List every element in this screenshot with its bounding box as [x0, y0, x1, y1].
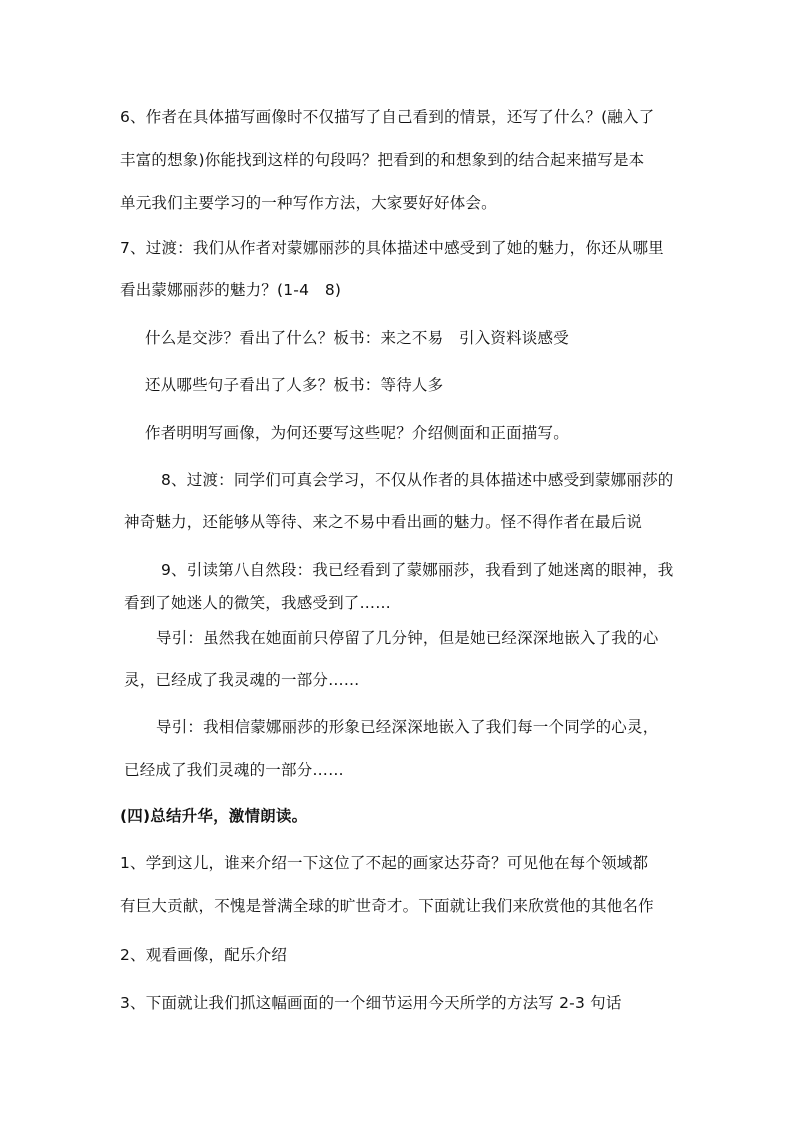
paragraph-7-line-2: 看出蒙娜丽莎的魅力？(1-4 8) — [120, 281, 342, 299]
guide-1-line-1: 导引：虽然我在她面前只停留了几分钟，但是她已经深深地嵌入了我的心 — [156, 629, 659, 647]
item-1-line-1: 1、学到这儿，谁来介绍一下这位了不起的画家达芬奇？可见他在每个领域都 — [120, 854, 649, 872]
section-heading: (四)总结升华，激情朗读。 — [120, 807, 308, 825]
paragraph-6-line-3: 单元我们主要学习的一种写作方法，大家要好好体会。 — [120, 194, 497, 212]
item-3: 3、下面就让我们抓这幅画面的一个细节运用今天所学的方法写 2-3 句话 — [120, 994, 622, 1012]
paragraph-9-line-2: 看到了她迷人的微笑，我感受到了…… — [124, 594, 391, 612]
guide-2-line-2: 已经成了我们灵魂的一部分…… — [124, 761, 344, 779]
item-2: 2、观看画像，配乐介绍 — [120, 946, 288, 964]
blackboard-note-1: 什么是交涉？看出了什么？板书：来之不易 引入资料谈感受 — [145, 329, 569, 347]
paragraph-6-line-1: 6、作者在具体描写画像时不仅描写了自己看到的情景，还写了什么？(融入了 — [120, 108, 655, 126]
paragraph-8-line-2: 神奇魅力，还能够从等待、来之不易中看出画的魅力。怪不得作者在最后说 — [124, 513, 643, 531]
paragraph-6-line-2: 丰富的想象)你能找到这样的句段吗？把看到的和想象到的结合起来描写是本 — [120, 151, 645, 169]
item-1-line-2: 有巨大贡献，不愧是誉满全球的旷世奇才。下面就让我们来欣赏他的其他名作 — [120, 897, 654, 915]
paragraph-9-line-1: 9、引读第八自然段：我已经看到了蒙娜丽莎，我看到了她迷离的眼神，我 — [161, 561, 674, 579]
guide-1-line-2: 灵，已经成了我灵魂的一部分…… — [124, 671, 360, 689]
paragraph-8-line-1: 8、过渡：同学们可真会学习，不仅从作者的具体描述中感受到蒙娜丽莎的 — [161, 471, 674, 489]
description-note: 作者明明写画像，为何还要写这些呢？介绍侧面和正面描写。 — [145, 424, 569, 442]
blackboard-note-2: 还从哪些句子看出了人多？板书：等待人多 — [145, 376, 444, 394]
guide-2-line-1: 导引：我相信蒙娜丽莎的形象已经深深地嵌入了我们每一个同学的心灵， — [156, 718, 659, 736]
paragraph-7-line-1: 7、过渡：我们从作者对蒙娜丽莎的具体描述中感受到了她的魅力，你还从哪里 — [120, 239, 664, 257]
